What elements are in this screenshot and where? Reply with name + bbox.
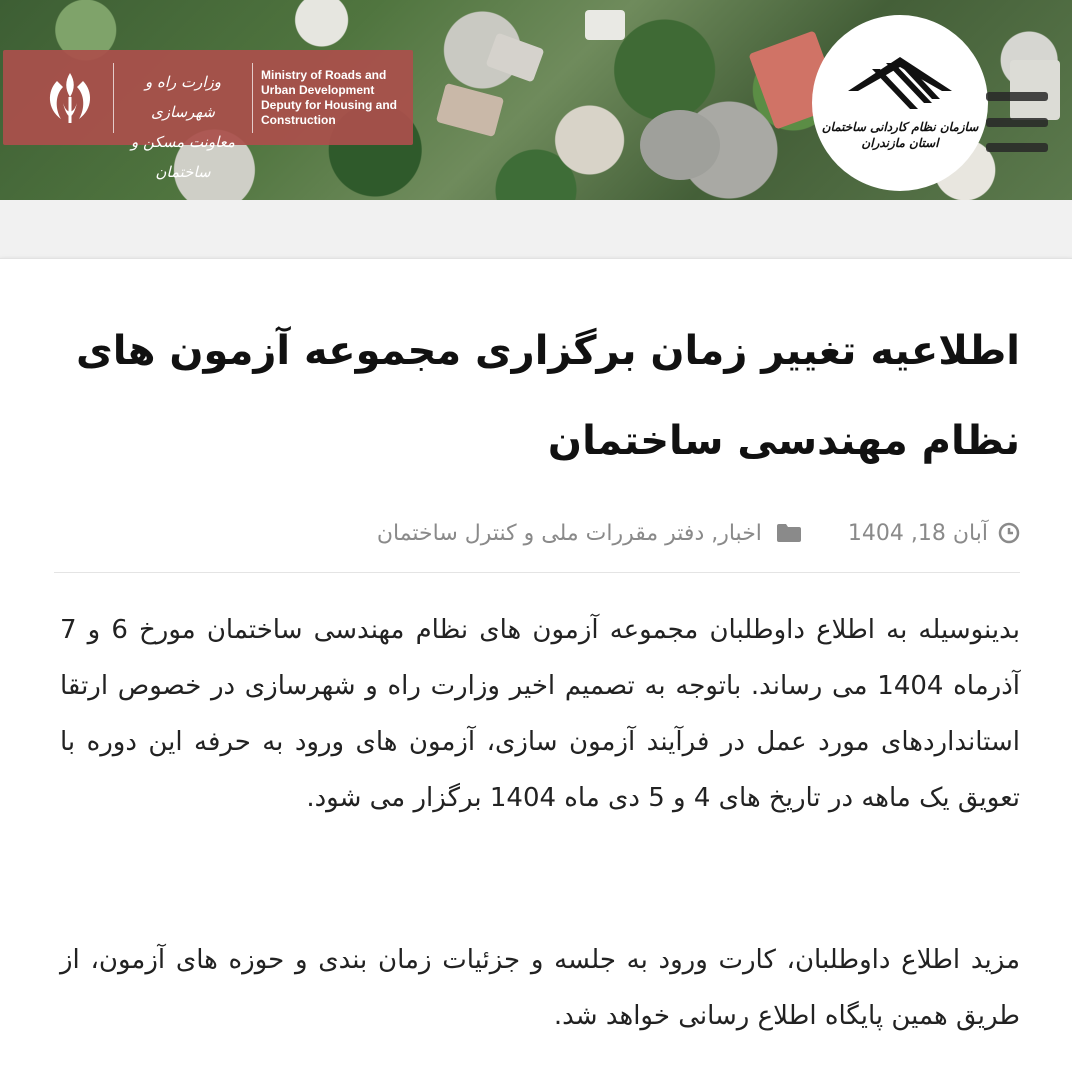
article-title[interactable]: اطلاعیه تغییر زمان برگزاری مجموعه آزمون های نظام مهندسی ساختمان: [76, 328, 1020, 464]
menu-bar: [986, 118, 1048, 127]
organization-logo[interactable]: [812, 15, 988, 191]
article-paragraph-1: بدینوسیله به اطلاع داوطلبان مجموعه آزمون های نظام مهندسی ساختمان مورخ 6 و 7 آذرماه 1404 می رساند. باتوجه به تصمیم اخیر وزارت راه و شهرسازی در خصوص ارتقا استانداردهای مورد عمل در فرآیند آزمون سازی، آزمون های ورود به حرفه این دوره با تعویق یک ماهه در تاریخ های 4 و 5 دی ماه 1404 برگزار می شود.: [60, 615, 1021, 813]
ministry-name-fa-line2: معاونت مسکن و ساختمان: [131, 132, 235, 181]
aerial-decoration: [585, 10, 625, 40]
folder-icon: [776, 523, 802, 543]
ministry-name-fa-line1: وزارت راه و شهرسازی: [144, 72, 222, 121]
ministry-logo-banner: [3, 50, 413, 181]
ministry-name-fa: [113, 63, 253, 181]
organization-name: [822, 119, 979, 151]
organization-emblem-icon: [844, 55, 956, 111]
article-categories[interactable]: اخبار, دفتر مقررات ملی و کنترل ساختمان: [376, 520, 762, 546]
menu-bar: [986, 143, 1048, 152]
aerial-decoration: [640, 110, 720, 180]
aerial-decoration: [436, 83, 504, 137]
menu-bar: [986, 92, 1048, 101]
meta-divider: [54, 572, 1020, 573]
hamburger-icon[interactable]: [986, 92, 1048, 152]
iran-emblem-icon: [35, 63, 105, 133]
article-meta: [60, 513, 1020, 553]
aerial-decoration: [486, 33, 545, 83]
article-paragraph-2: مزید اطلاع داوطلبان، کارت ورود به جلسه و جزئیات زمان بندی و حوزه های آزمون، از طریق همین پایگاه اطلاع رسانی خواهد شد.: [60, 945, 1020, 1031]
organization-name-line2: استان مازندران: [861, 136, 939, 150]
header-banner: [0, 0, 1072, 200]
clock-icon: [998, 522, 1020, 544]
ministry-name-en: Ministry of Roads and Urban Development Deputy for Housing and Construction: [261, 67, 397, 127]
organization-name-line1: سازمان نظام کاردانی ساختمان: [821, 120, 979, 134]
article-date: آبان 18, 1404: [847, 520, 988, 546]
